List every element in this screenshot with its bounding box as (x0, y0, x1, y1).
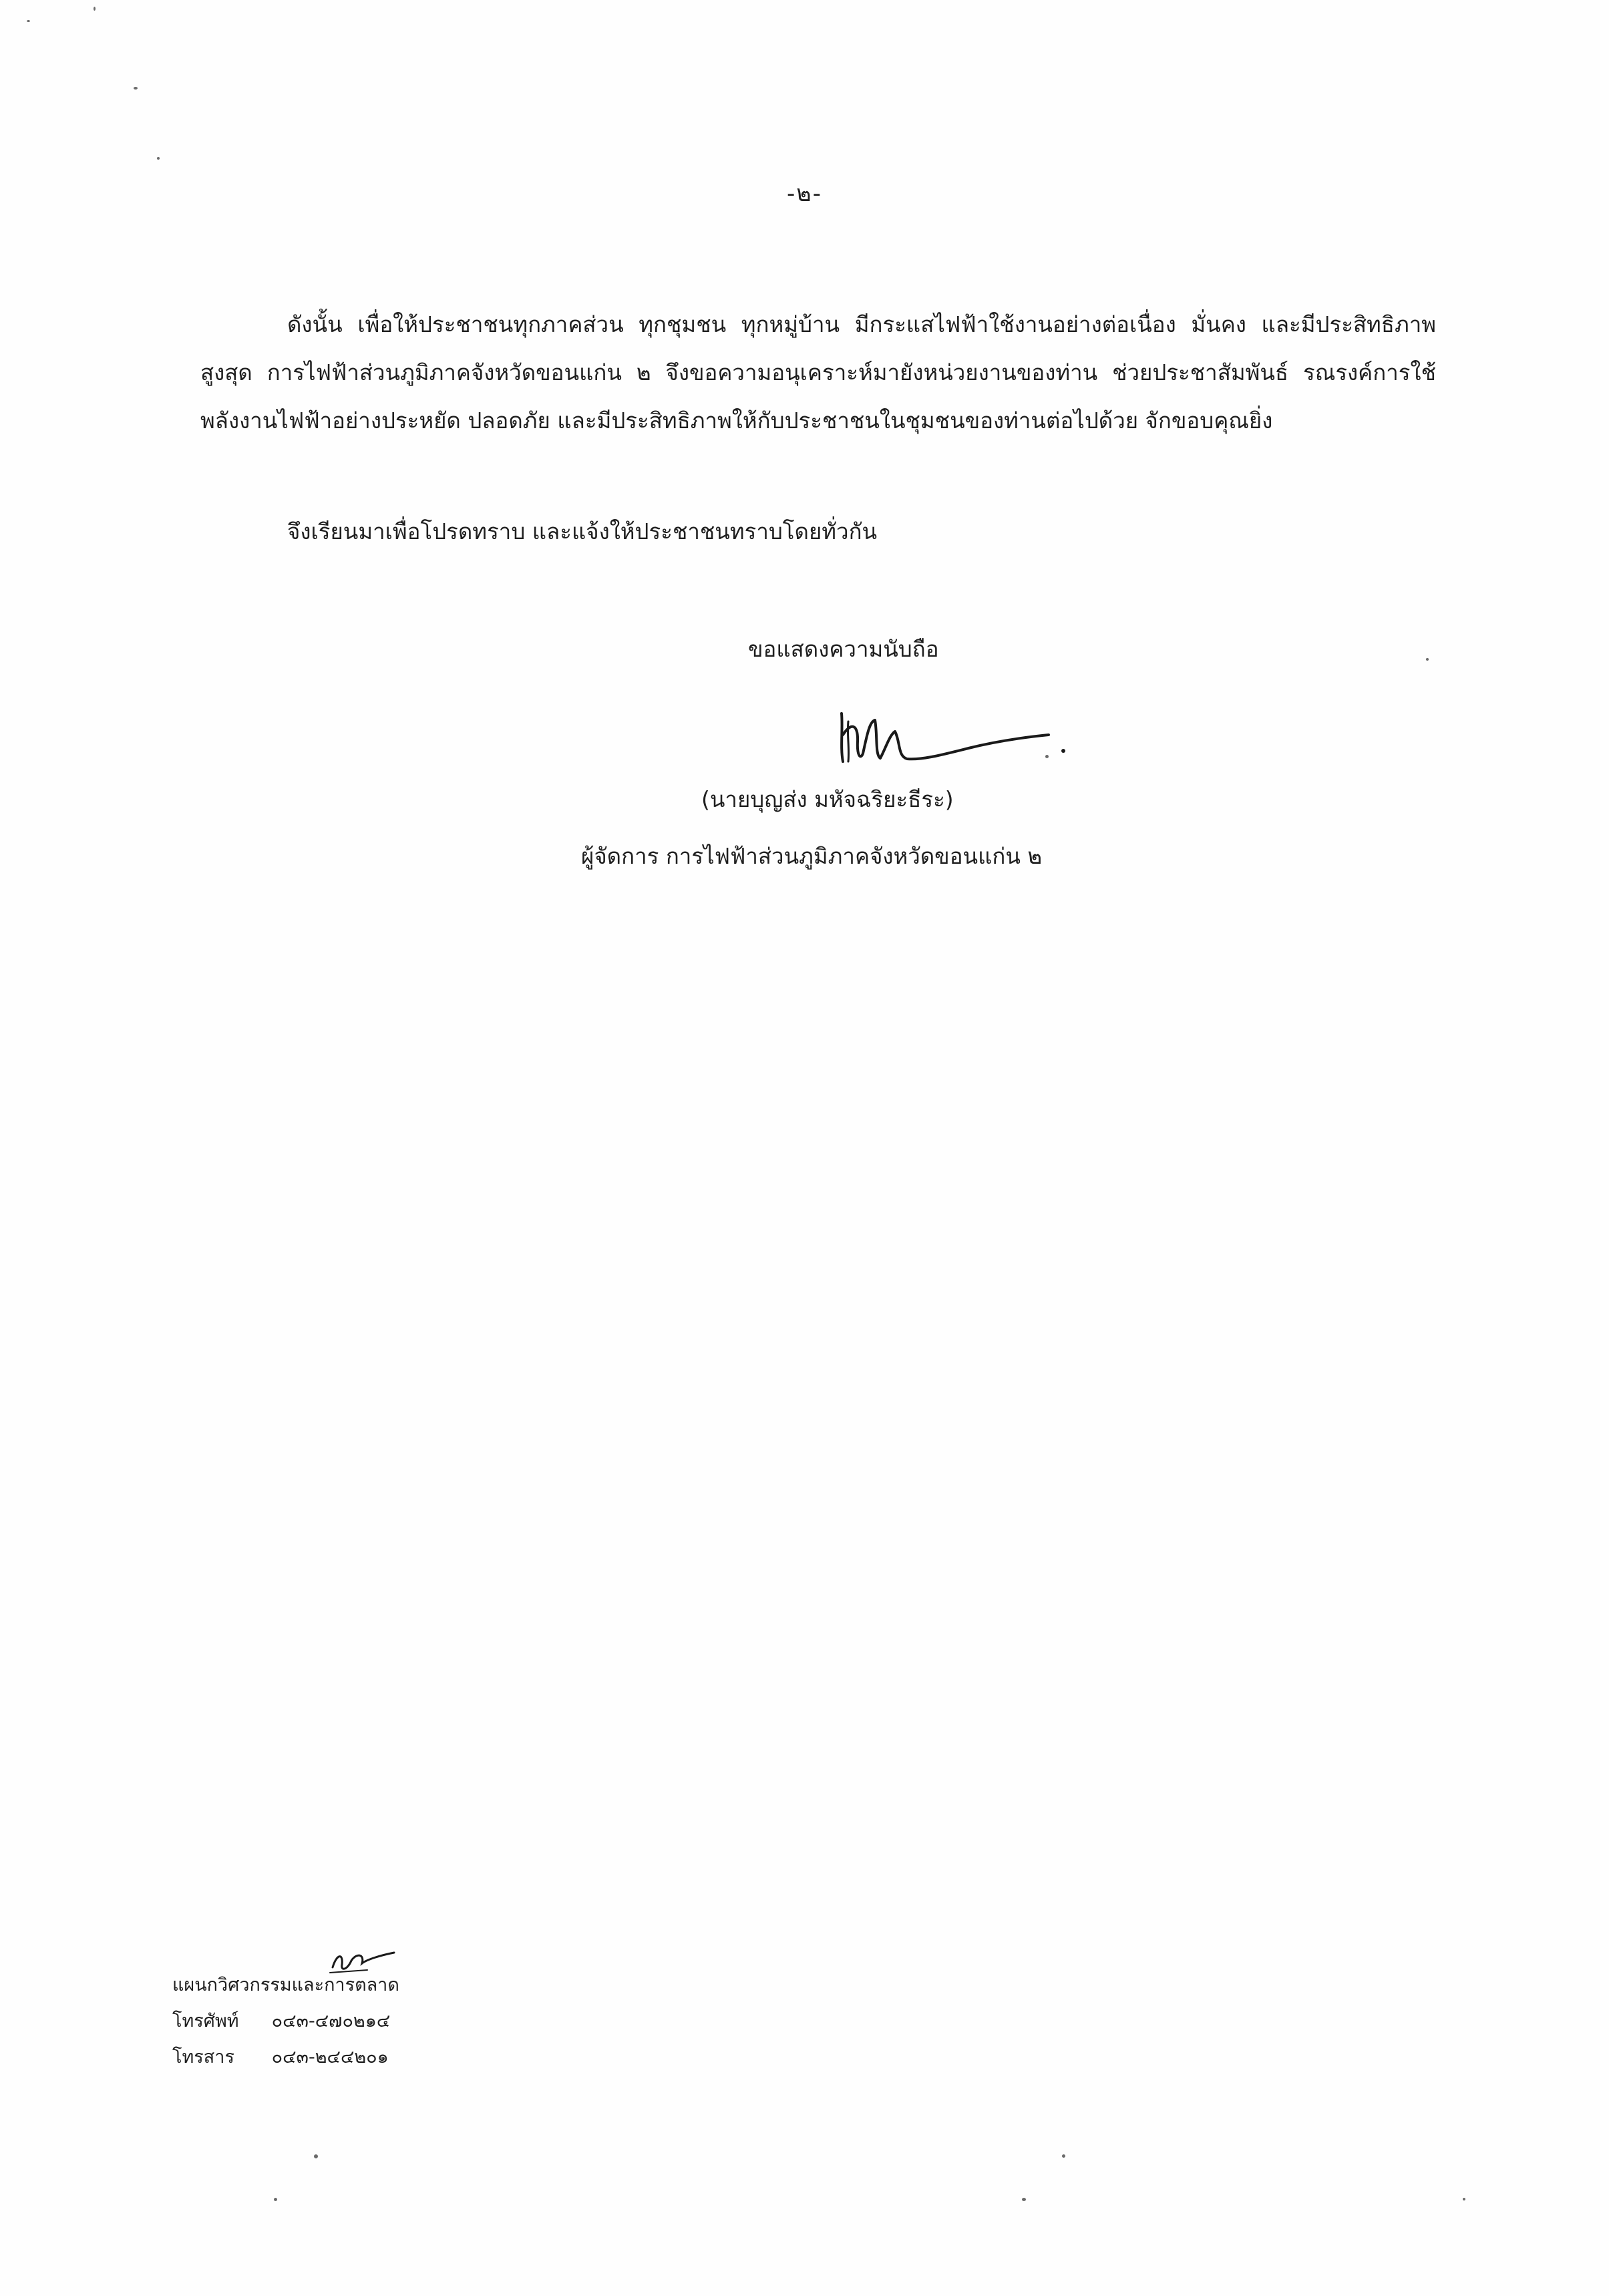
footer-phone-value: ๐๔๓-๔๗๐๒๑๔ (271, 2011, 391, 2031)
body-paragraph-2: จึงเรียนมาเพื่อโปรดทราบ และแจ้งให้ประชาชนทราบโดยทั่วกัน (287, 518, 878, 544)
footer-contact (172, 1967, 399, 2076)
scan-speck (1045, 755, 1049, 758)
page-number: -๒- (787, 180, 822, 207)
scan-speck (157, 157, 160, 160)
scan-speck (1463, 2198, 1465, 2200)
footer-fax-row (172, 2039, 399, 2076)
footer-fax-value: ๐๔๓-๒๔๔๒๐๑ (271, 2047, 389, 2068)
scan-speck (1062, 2154, 1065, 2158)
scan-speck (314, 2154, 318, 2158)
signature-image (828, 695, 1069, 775)
scan-speck (1022, 2198, 1026, 2201)
body-paragraph-1: ดังนั้น เพื่อให้ประชาชนทุกภาคส่วน ทุกชุมชน ทุกหมู่บ้าน มีกระแสไฟฟ้าใช้งานอย่างต่อเนื่อง มั่นคง และมีประสิทธิภาพสูงสุด การไฟฟ้าส่วนภูมิภาคจังหวัดขอนแก่น ๒ จึงขอความอนุเคราะห์มายังหน่วยงานของท่าน ช่วยประชาสัมพันธ์ รณรงค์การใช้พลังงานไฟฟ้าอย่างประหยัด ปลอดภัย และมีประสิทธิภาพให้กับประชาชนในชุมชนของท่านต่อไปด้วย จักขอบคุณยิ่ง (200, 311, 1436, 434)
signer-name: (นายบุญส่ง มหัจฉริยะธีระ) (701, 786, 954, 812)
signer-title: ผู้จัดการ การไฟฟ้าส่วนภูมิภาคจังหวัดขอนแก่น ๒ (581, 843, 1043, 869)
scan-speck (274, 2198, 277, 2201)
footer-phone-row (172, 2003, 399, 2039)
footer-fax-label: โทรสาร (172, 2047, 234, 2068)
scan-speck (27, 20, 30, 22)
closing-salutation: ขอแสดงความนับถือ (748, 636, 939, 662)
scan-speck (94, 7, 96, 11)
footer-phone-label: โทรศัพท์ (172, 2011, 239, 2031)
footer-department: แผนกวิศวกรรมและการตลาด (172, 1975, 399, 1995)
scan-speck (1426, 658, 1429, 661)
scan-speck (134, 87, 138, 90)
